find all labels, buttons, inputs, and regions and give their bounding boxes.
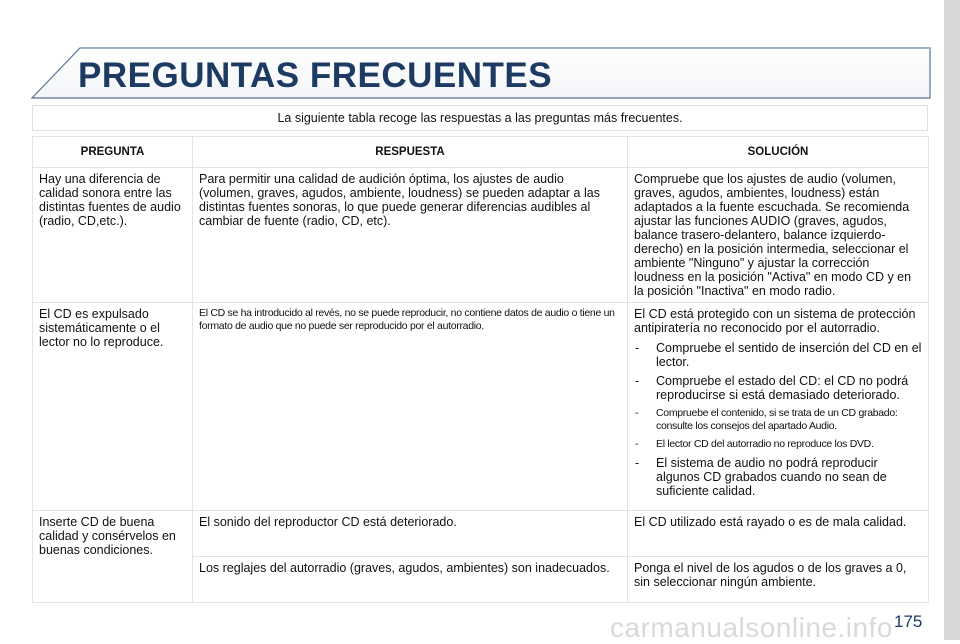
question-cell: Inserte CD de buena calidad y consérvelos en buenas condiciones.: [33, 511, 193, 603]
answer-cell: Los reglajes del autorradio (graves, agudos, ambientes) son inadecuados.: [193, 557, 628, 603]
solution-cell: Ponga el nivel de los agudos o de los graves a 0, sin seleccionar ningún ambiente.: [628, 557, 929, 603]
intro-text: La siguiente tabla recoge las respuestas a las preguntas más frecuentes.: [32, 105, 928, 131]
answer-cell: Para permitir una calidad de audición óptima, los ajustes de audio (volumen, graves, agudos, ambiente, loudness) se pueden adaptar a las distintas fuentes sonoras, lo que puede generar diferencias audibles al cambiar de fuente (radio, CD, etc).: [193, 168, 628, 303]
question-cell: Hay una diferencia de calidad sonora entre las distintas fuentes de audio (radio, CD,etc.).: [33, 168, 193, 303]
header-pregunta: PREGUNTA: [33, 137, 193, 168]
answer-cell: El CD se ha introducido al revés, no se puede reproducir, no contiene datos de audio o tiene un formato de audio que no puede ser reproducido por el autorradio.: [193, 303, 628, 511]
table-row: [33, 511, 929, 557]
solution-cell: Compruebe que los ajustes de audio (volumen, graves, agudos, ambientes, loudness) están adaptados a la fuente escuchada. Se recomienda ajustar las funciones AUDIO (graves, agudos, balance trasero-delantero, balance izquierdo-derecho) en la posición intermedia, seleccionar el ambiente "Ninguno" y ajustar la corrección loudness en la posición "Activa" en modo CD y en la posición "Inactiva" en modo radio.: [628, 168, 929, 303]
page-title: PREGUNTAS FRECUENTES: [78, 56, 553, 95]
list-item: - El lector CD del autorradio no reproduce los DVD.: [634, 438, 922, 451]
solution-cell: El CD utilizado está rayado o es de mala calidad.: [628, 511, 929, 557]
table-row: [33, 168, 929, 303]
solution-cell: [628, 303, 929, 511]
table-row: [33, 303, 929, 511]
list-item: - Compruebe el contenido, si se trata de un CD grabado: consulte los consejos del apartado Audio.: [634, 407, 922, 433]
faq-table: [32, 136, 929, 603]
solution-list: [634, 341, 922, 498]
list-item: - Compruebe el estado del CD: el CD no podrá reproducirse si está demasiado deteriorado.: [634, 374, 922, 402]
solution-intro: El CD está protegido con un sistema de protección antipiratería no reconocido por el autorradio.: [634, 307, 916, 335]
table-header-row: [33, 137, 929, 168]
header-respuesta: RESPUESTA: [193, 137, 628, 168]
page-number: 175: [894, 612, 923, 631]
list-item: - El sistema de audio no podrá reproducir algunos CD grabados cuando no sean de suficiente calidad.: [634, 456, 922, 498]
answer-cell: El sonido del reproductor CD está deteriorado.: [193, 511, 628, 557]
header-solucion: SOLUCIÓN: [628, 137, 929, 168]
list-item: - Compruebe el sentido de inserción del CD en el lector.: [634, 341, 922, 369]
watermark: carmanualsonline.info: [610, 612, 893, 643]
question-cell: El CD es expulsado sistemáticamente o el lector no lo reproduce.: [33, 303, 193, 511]
